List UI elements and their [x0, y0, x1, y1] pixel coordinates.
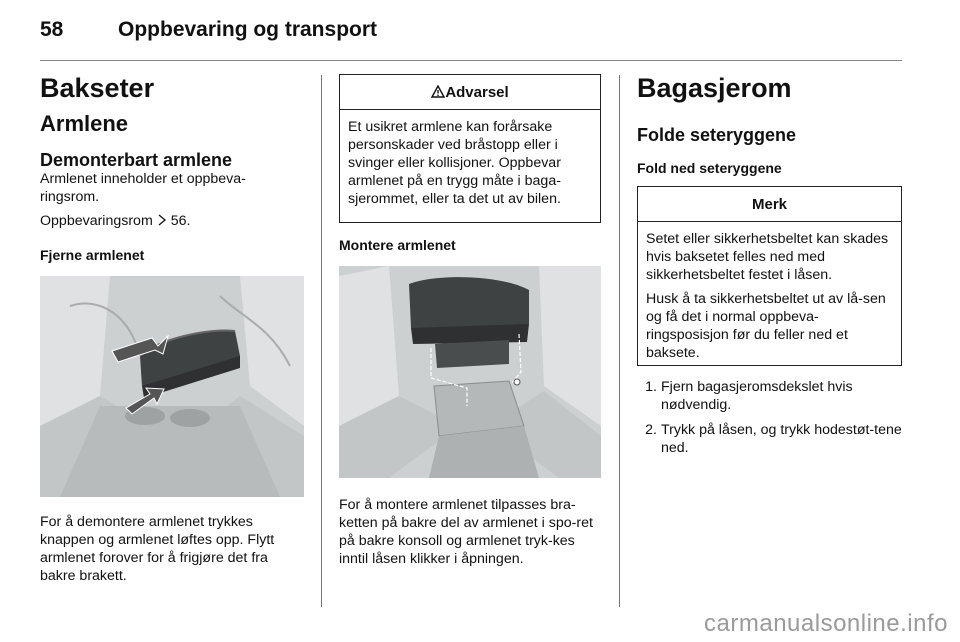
section-title-rear-seat: Bakseter: [40, 73, 155, 103]
step-text: Trykk på låsen, og trykk hodestøt-tene ned.: [661, 422, 902, 456]
install-armrest-text: For å montere armlenet tilpasses bra-ketten på bakre del av armlenet i spo-ret på bakre konsoll og armlenet tryk-kes inntil låsen klikker i åpningen.: [339, 497, 593, 567]
column-divider-2: [619, 75, 620, 607]
page-reference-arrow-icon: [157, 213, 167, 225]
list-item: [637, 421, 902, 457]
warning-title: Advarsel: [445, 84, 509, 101]
step-number: 1.: [645, 379, 657, 395]
armrest-intro-text: Armlenet inneholder et oppbeva-ringsrom.: [40, 171, 246, 205]
list-item: [637, 378, 902, 414]
note-paragraph-1: Setet eller sikkerhetsbeltet kan skades hvis baksetet felles ned med sikkerhetsbeltet festet i låsen.: [646, 231, 889, 283]
storage-reference: [40, 212, 304, 230]
note-box: [637, 186, 902, 366]
step-text: Fjern bagasjeromsdekslet hvis nødvendig.: [661, 379, 853, 413]
illustration-install-armrest: [339, 266, 601, 478]
warning-body: Et usikret armlene kan forårsake personskader ved bråstopp eller i svinger eller kollisjoner. Oppbevar armlenet på en trygg måte i baga-sjerommet, eller ta det ut av bilen.: [348, 119, 561, 207]
remove-armrest-text: For å demontere armlenet trykkes knappen og armlenet løftes opp. Flytt armlenet forover for å frigjøre det fra bakre brakett.: [40, 514, 275, 584]
header-rule: [40, 60, 902, 61]
page-number: 58: [40, 18, 64, 41]
heading-install-armrest: Montere armlenet: [339, 237, 456, 253]
column-luggage: [637, 72, 902, 464]
heading-removable-armrest: Demonterbart armlene: [40, 150, 233, 170]
storage-ref-page: 56.: [170, 213, 191, 229]
illustration-remove-armrest: [40, 276, 304, 497]
page-header: [40, 18, 902, 48]
subsection-title-fold-seatbacks: Folde seteryggene: [637, 125, 797, 145]
warning-header: [340, 75, 600, 110]
subsection-title-armrest: Armlene: [40, 111, 129, 136]
storage-ref-text: Oppbevaringsrom: [40, 213, 153, 229]
warning-box: [339, 74, 601, 223]
note-header: Merk: [638, 187, 901, 222]
column-divider-1: [321, 75, 322, 607]
heading-fold-down-seatbacks: Fold ned seteryggene: [637, 160, 782, 176]
heading-remove-armrest: Fjerne armlenet: [40, 247, 145, 263]
page-title: Oppbevaring og transport: [118, 18, 378, 41]
steps-list: [637, 378, 902, 457]
step-number: 2.: [645, 422, 657, 438]
column-rear-seat: [40, 72, 304, 585]
note-paragraph-2: Husk å ta sikkerhetsbeltet ut av lå-sen og få det i normal oppbeva-ringsposisjon før du feller ned et baksete.: [646, 291, 886, 361]
section-title-luggage: Bagasjerom: [637, 73, 792, 103]
warning-triangle-icon: [431, 76, 445, 89]
watermark: carmanualsonline.info: [704, 610, 948, 637]
column-warning-install: [339, 72, 601, 568]
note-body: [638, 222, 901, 371]
